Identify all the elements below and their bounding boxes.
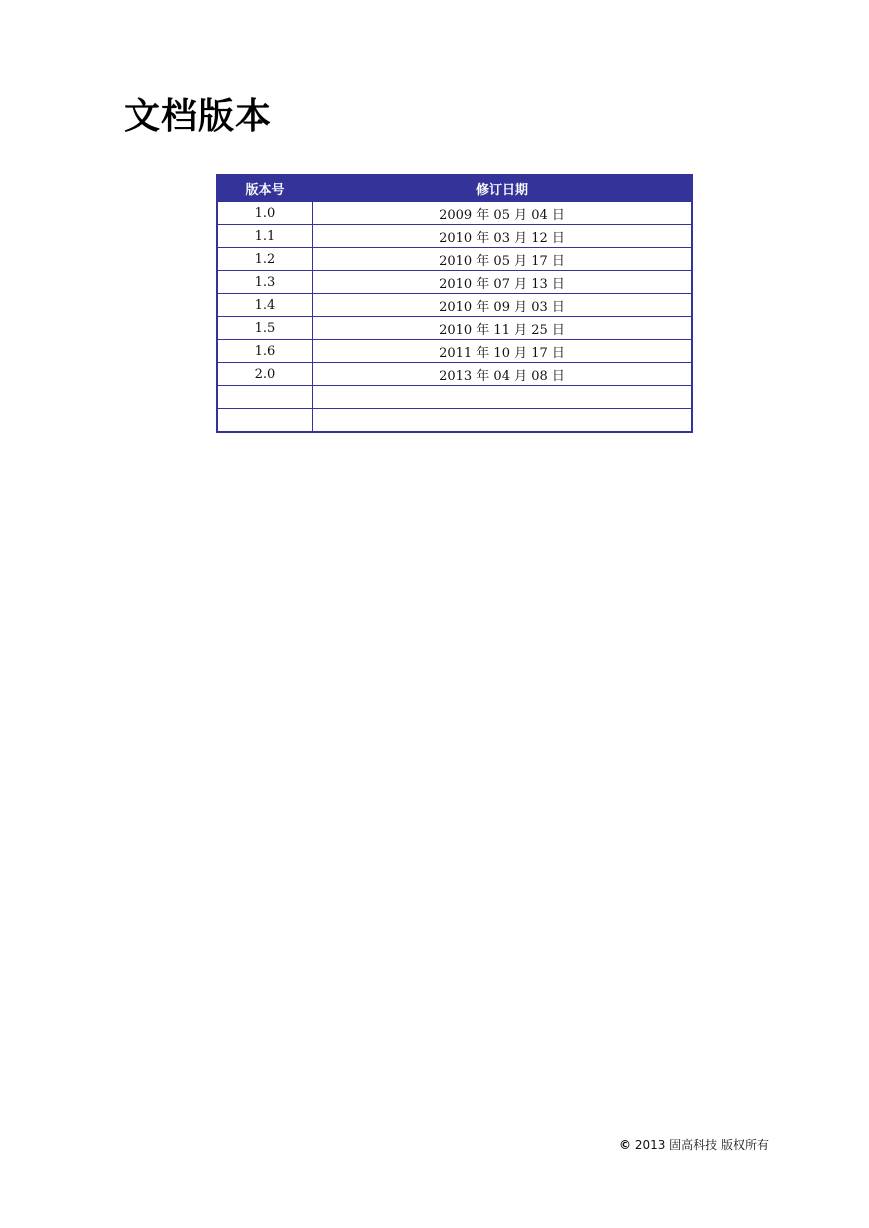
version-cell: 1.5 — [217, 317, 313, 340]
table-row — [217, 340, 692, 363]
table-row — [217, 409, 692, 433]
column-header-date: 修订日期 — [313, 175, 693, 202]
version-cell: 1.4 — [217, 294, 313, 317]
table-row — [217, 225, 692, 248]
date-cell: 2010 年 03 月 12 日 — [313, 225, 693, 248]
date-cell — [313, 386, 693, 409]
version-cell: 1.1 — [217, 225, 313, 248]
table-row — [217, 317, 692, 340]
version-cell: 1.6 — [217, 340, 313, 363]
table-row — [217, 386, 692, 409]
date-cell: 2013 年 04 月 08 日 — [313, 363, 693, 386]
copyright-footer — [619, 1137, 769, 1153]
date-cell: 2011 年 10 月 17 日 — [313, 340, 693, 363]
version-cell — [217, 386, 313, 409]
version-cell: 1.0 — [217, 202, 313, 225]
copyright-icon: © — [619, 1138, 631, 1152]
date-cell: 2010 年 05 月 17 日 — [313, 248, 693, 271]
table-row — [217, 363, 692, 386]
table-row — [217, 248, 692, 271]
date-cell: 2010 年 09 月 03 日 — [313, 294, 693, 317]
table-row — [217, 294, 692, 317]
version-cell — [217, 409, 313, 433]
column-header-version: 版本号 — [217, 175, 313, 202]
date-cell — [313, 409, 693, 433]
copyright-text: 2013 固高科技 版权所有 — [634, 1138, 769, 1152]
version-history-table — [216, 174, 693, 433]
date-cell: 2009 年 05 月 04 日 — [313, 202, 693, 225]
table-header-row — [217, 175, 692, 202]
table-row — [217, 202, 692, 225]
version-cell: 1.2 — [217, 248, 313, 271]
version-cell: 2.0 — [217, 363, 313, 386]
date-cell: 2010 年 11 月 25 日 — [313, 317, 693, 340]
page-title: 文档版本 — [124, 96, 273, 137]
date-cell: 2010 年 07 月 13 日 — [313, 271, 693, 294]
version-cell: 1.3 — [217, 271, 313, 294]
table-row — [217, 271, 692, 294]
